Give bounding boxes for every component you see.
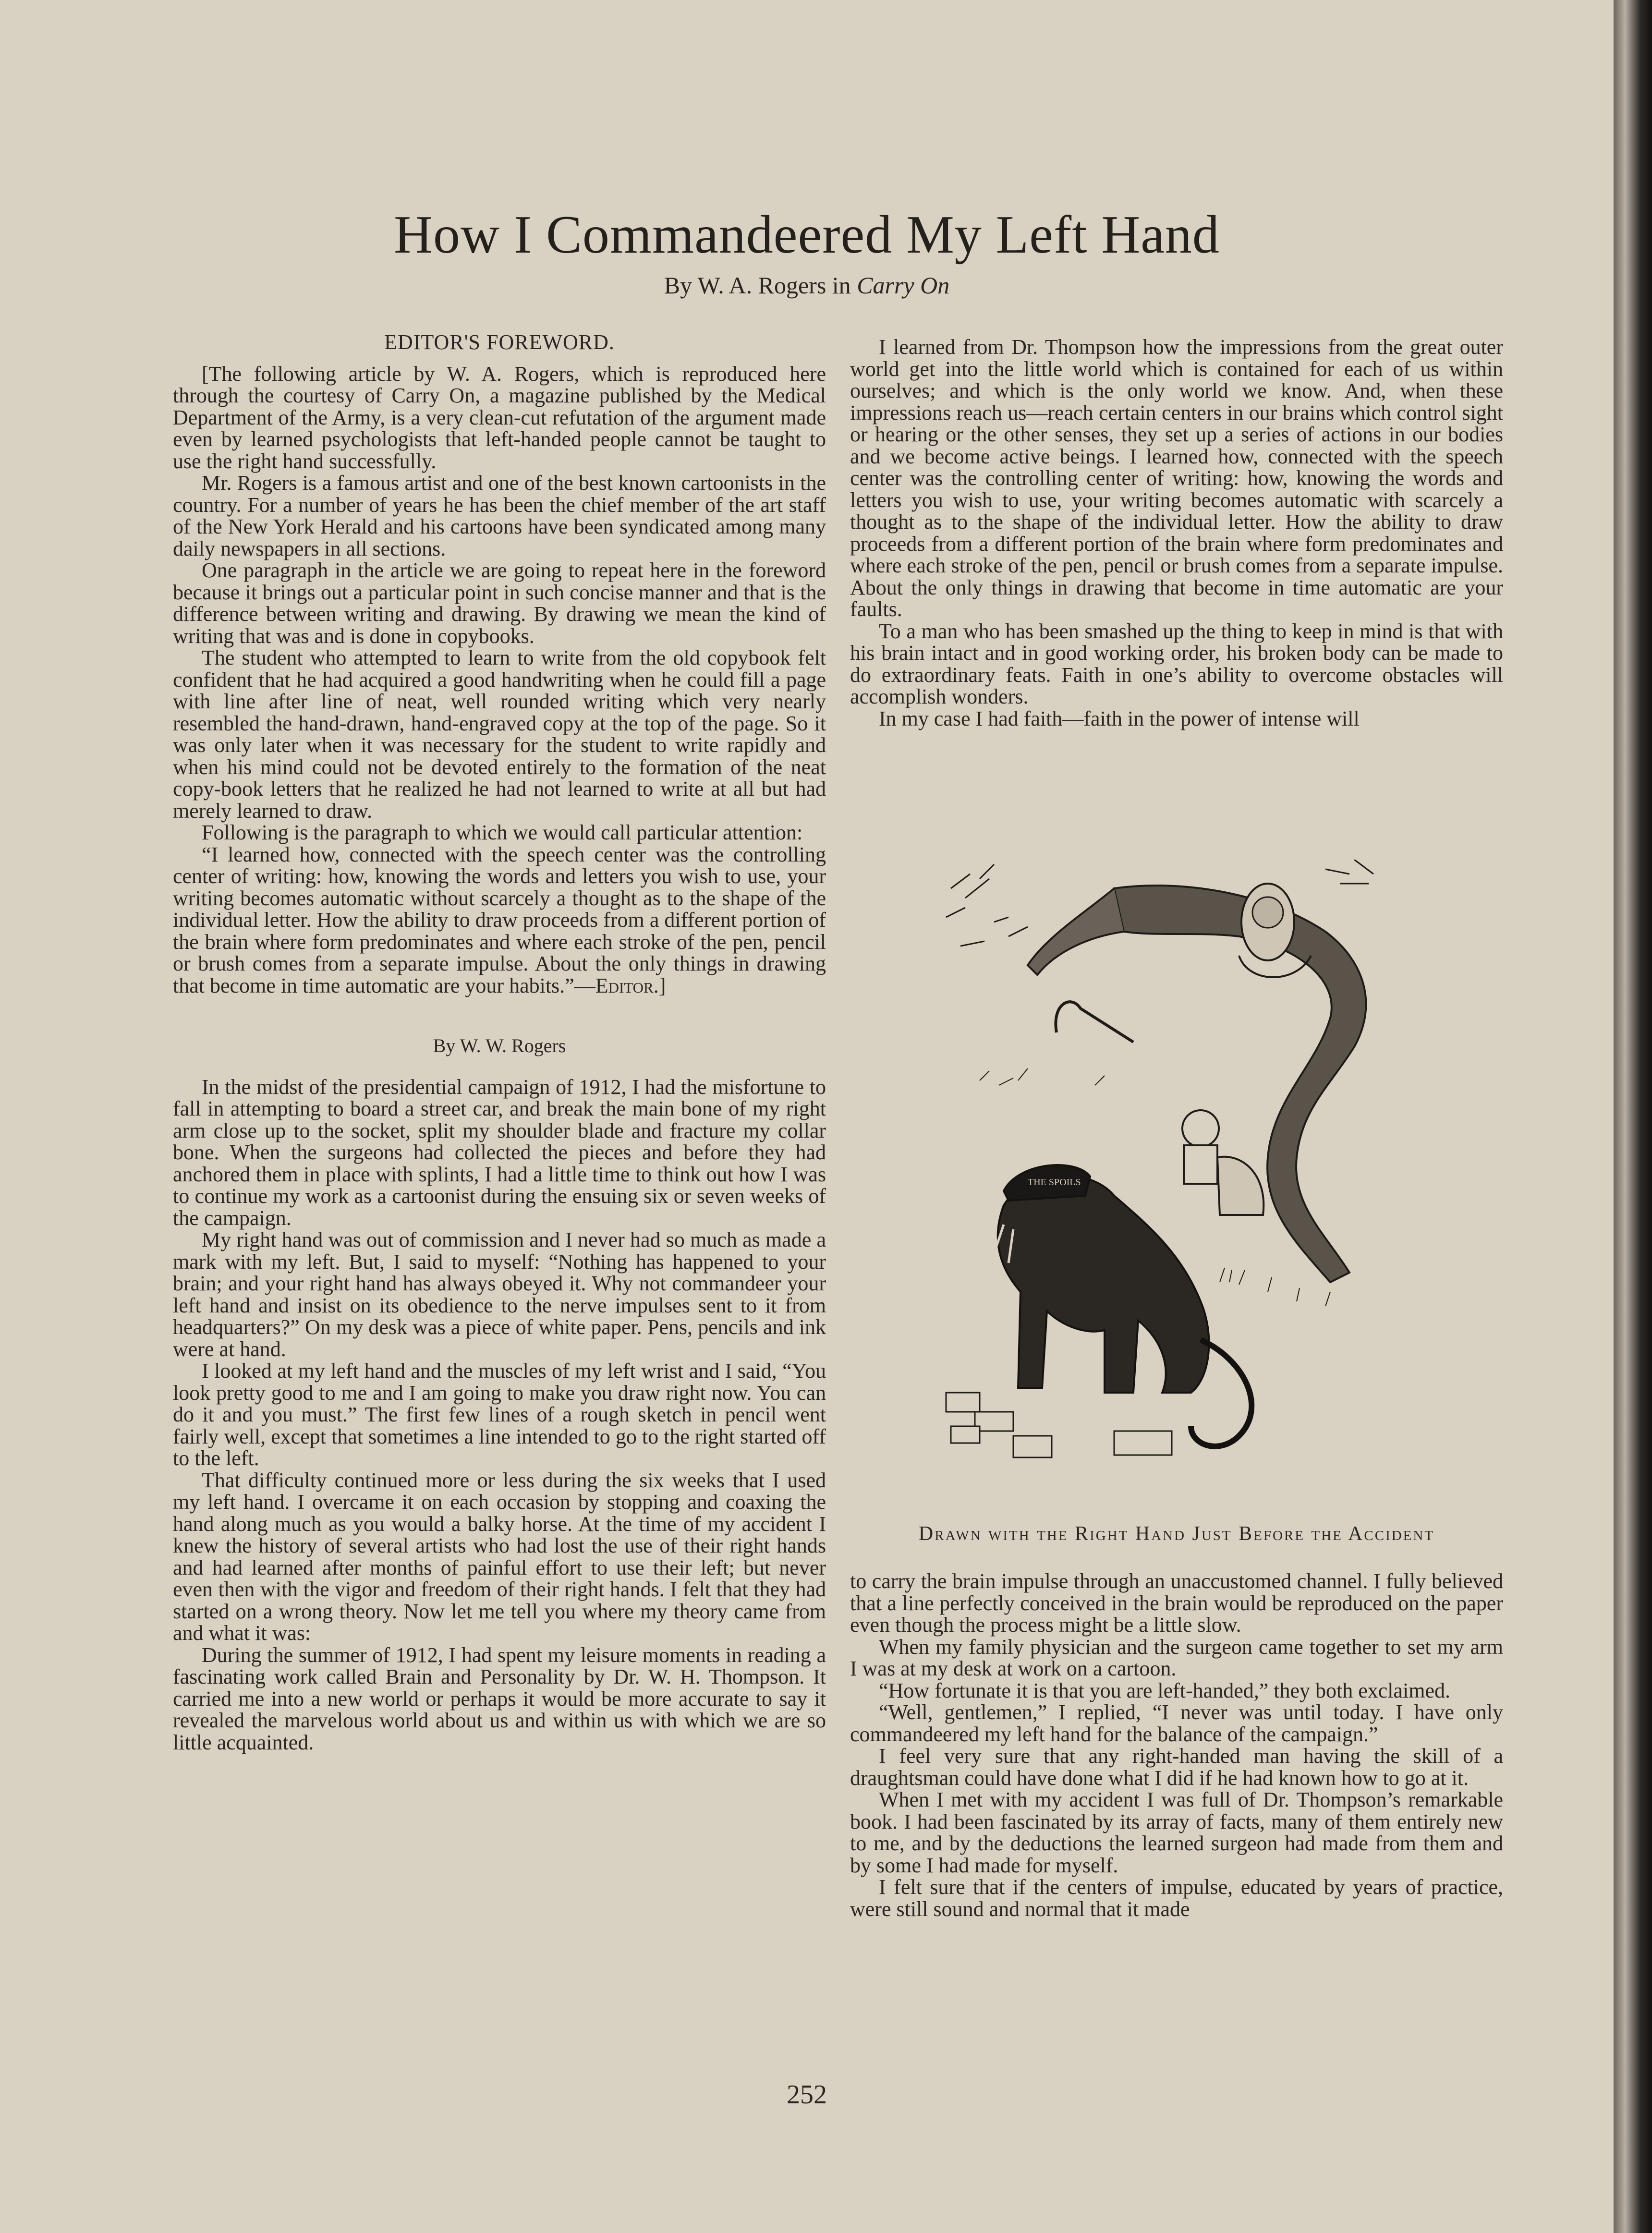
foreword-paragraph-3: One paragraph in the article we are going to repeat here in the foreword because it brings out a particular point in such concise manner and that is the difference between writing and drawing. By drawing we mean the kind of writing that was and is done in copybooks. [173,558,826,648]
cane [1056,1002,1133,1042]
body-paragraph-4: That difficulty continued more or less during the six weeks that I used my left hand. I overcame it on each occasion by stopping and coaxing the hand along much as you would a balky horse. At the time of my accident I knew the history of several artists who had lost the use of their right hands and had learned after months of painful effort to use their left; but never even then with the vigor and freedom of their right hands. I felt that they had started on a wrong theory. Now let me tell you where my theory came from and what it was: [173,1468,826,1645]
body-paragraph-1: In the midst of the presidential campaign of 1912, I had the misfortune to fall in attempting to board a street car, and break the main bone of my right arm close up to the socket, split my shoulder blade and fracture my collar bone. When the surgeons had collected the pieces and before they had anchored them in place with splints, I had a little time to think out how I was to continue my work as a cartoonist during the ensuing six or seven weeks of the campaign. [173,1075,826,1230]
left-column [173,331,826,1753]
body-paragraph-3: I looked at my left hand and the muscles of my left wrist and I said, “You look pretty good to me and I am going to make you draw right now. You can do it and you must.” The first few lines of a rough sketch in pencil went fairly well, except that sometimes a line intended to go to the right started off to the left. [173,1359,826,1470]
right-paragraph-2: To a man who has been smashed up the thing to keep in mind is that with his brain intact and in good working order, his broken body can be made to do extraordinary feats. Faith in one’s ability to overcome obstacles will accomplish wonders. [850,619,1503,708]
foreword-paragraph-5: Following is the paragraph to which we would call particular attention: [202,821,803,844]
right-bottom-paragraph-2: When my family physician and the surgeon came together to set my arm I was at my desk at work on a cartoon. [850,1635,1503,1680]
right-bottom-paragraph-4: “Well, gentlemen,” I replied, “I never was until today. I have only commandeered my left hand for the balance of the campaign.” [850,1700,1503,1746]
right-bottom-paragraph-7: I felt sure that if the centers of impulse, educated by years of practice, were still sound and normal that it made [850,1875,1503,1921]
foreword-signature: Editor.] [595,973,666,997]
bricks [946,1393,1172,1457]
byline-prefix: By W. A. Rogers in [664,272,851,299]
right-bottom-paragraph-1: to carry the brain impulse through an unaccustomed channel. I fully believed that a line perfectly conceived in the brain would be reproduced on the paper even though the process might be a little slow. [850,1569,1503,1637]
cartoon-illustration [932,860,1436,1493]
foreword-heading: EDITOR'S FOREWORD. [384,330,615,354]
right-bottom-paragraph-6: When I met with my accident I was full of Dr. Thompson’s remarkable book. I had been fascinated by its array of facts, many of them entirely new to me, and by the deductions the learned surgeon had made from them and by some I had made for myself. [850,1788,1503,1877]
page-number: 252 [787,2080,827,2110]
right-paragraph-3: In my case I had faith—faith in the power of intense will [879,706,1360,730]
right-bottom-paragraph-3: “How fortunate it is that you are left-handed,” they both exclaimed. [879,1678,1451,1702]
article-byline [0,271,1614,299]
book-spine [1614,0,1652,2233]
body-byline: By W. W. Rogers [433,1035,566,1056]
body-paragraph-5: During the summer of 1912, I had spent my leisure moments in reading a fascinating work called Brain and Personality by Dr. W. H. Thompson. It carried me into a new world or perhaps it would be more accurate to say it revealed the marvelous world about us and within us with which we are so little acquainted. [173,1643,826,1754]
foreword-quote [173,844,826,997]
right-bottom-paragraph-5: I feel very sure that any right-handed man having the skill of a draughtsman could have done what I did if he had known how to go at it. [850,1744,1503,1790]
boy-figure [1182,1110,1263,1215]
cap-label: THE SPOILS [1028,1177,1081,1188]
article-title: How I Commandeered My Left Hand [394,205,1220,265]
tree-branch-left [1028,888,1124,975]
right-column-bottom [850,1570,1503,1920]
foreword-quote-text: “I learned how, connected with the speech center was the controlling center of writing: how, knowing the words and letters you wish to use, your writing becomes automatic without scarcely a thought as to the shape of the individual letter. How the ability to draw proceeds from a different portion of the brain where form predominates and where each stroke of the pen, pencil or brush comes from a separate impulse. About the only things in drawing that become in time automatic are your habits.”— [173,842,826,997]
foreword-paragraph-2: Mr. Rogers is a famous artist and one of the best known cartoonists in the country. For a number of years he has been the chief member of the art staff of the New York Herald and his cartoons have been syndicated among many daily newspapers in all sections. [173,471,826,560]
tiger-figure [994,1165,1251,1446]
foreword-paragraph-4: The student who attempted to learn to write from the old copybook felt confident that he had acquired a good handwriting when he could fill a page with line after line of neat, well rounded writing which very nearly resembled the hand-drawn, hand-engraved copy at the top of the page. So it was only later when it was necessary for the student to write rapidly and when his mind could not be devoted entirely to the formation of the neat copy-book letters that he realized he had not learned to write at all but had merely learned to draw. [173,646,826,823]
byline-source: Carry On [857,272,950,299]
tree-trunk [1114,886,1366,1282]
illustration-caption: Drawn with the Right Hand Just Before the Accident [918,1523,1435,1545]
right-column-top [850,336,1503,729]
right-paragraph-1: I learned from Dr. Thompson how the impressions from the great outer world get into the little world which is contained for each of us within ourselves; and which is the only world we know. And, when these impressions reach us—reach certain centers in our brains which control sight or hearing or the other senses, they set up a series of actions in our bodies and we become active beings. I learned how, connected with the speech center was the controlling center of writing: how, knowing the words and letters you wish to use, your writing becomes automatic with scarcely a thought as to the shape of the individual letter. How the ability to draw proceeds from a different portion of the brain where form predominates and where each stroke of the pen, pencil or brush comes from a separate impulse. About the only things in drawing that become in time automatic are your faults. [850,335,1503,621]
foreword-paragraph-1: [The following article by W. A. Rogers, which is reproduced here through the courtesy of Carry On, a magazine published by the Medical Department of the Army, is a very clean-cut refutation of the argument made even by learned psychologists that left-handed people cannot be taught to use the right hand successfully. [173,362,826,473]
body-paragraph-2: My right hand was out of commission and I never had so much as made a mark with my left. But, I said to myself: “Nothing has happened to your brain; and your right hand has always obeyed it. Why not commandeer your left hand and insist on its obedience to the nerve impulses sent to it from headquarters?” On my desk was a piece of white paper. Pens, pencils and ink were at hand. [173,1228,826,1361]
